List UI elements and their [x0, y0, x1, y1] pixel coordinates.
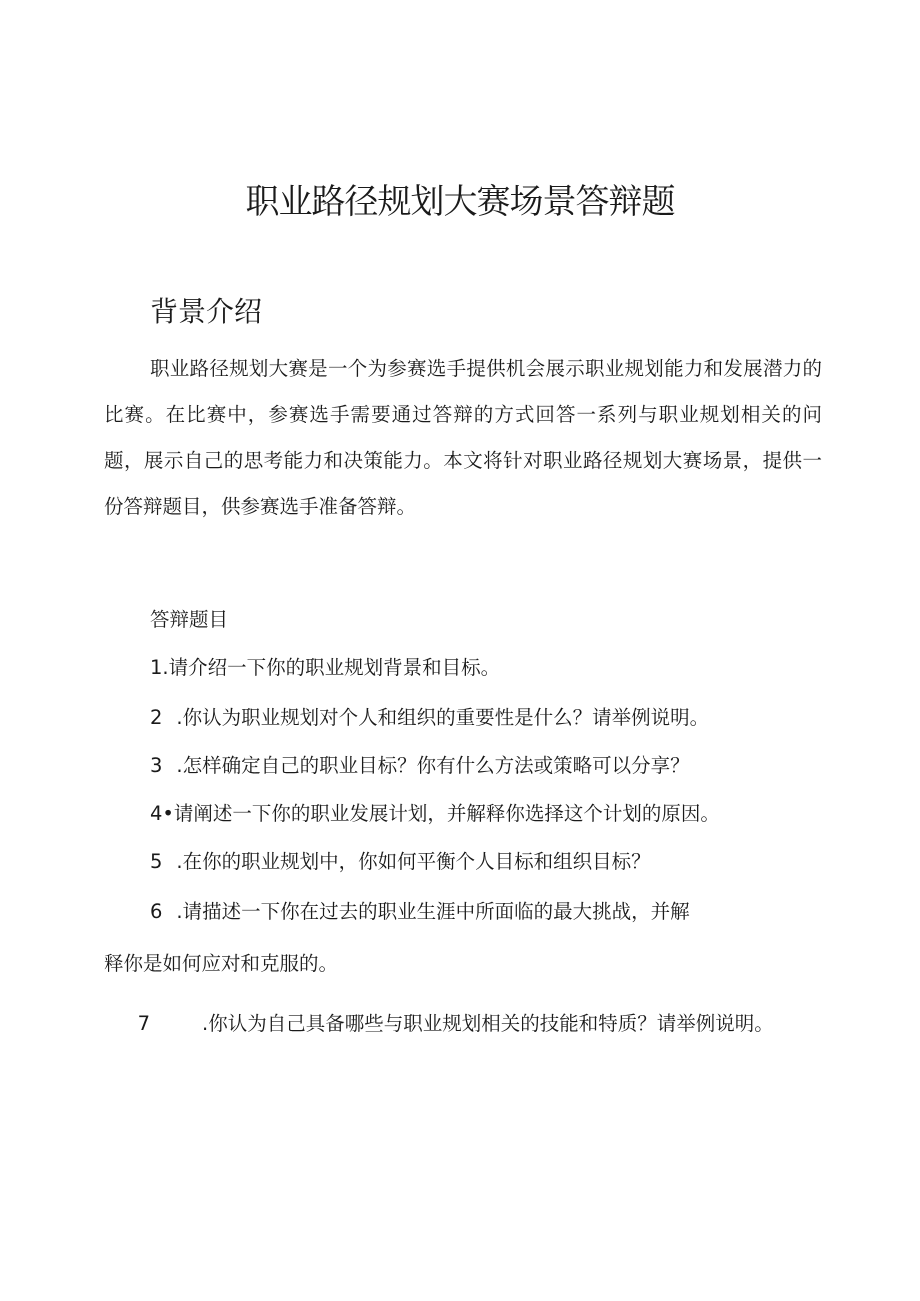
- question-number: 5: [150, 850, 163, 873]
- question-item: [150, 846, 651, 878]
- question-text: .在你的职业规划中，你如何平衡个人目标和组织目标？: [176, 850, 651, 873]
- document-title: 职业路径规划大赛场景答辩题: [245, 182, 675, 222]
- question-number: 2: [150, 706, 163, 729]
- question-number: 1.: [150, 656, 169, 679]
- question-text: 请介绍一下你的职业规划背景和目标。: [168, 656, 501, 679]
- question-number: 7: [137, 1012, 150, 1035]
- question-number: 3: [150, 754, 163, 777]
- question-number: 6: [150, 900, 163, 923]
- background-paragraph: 职业路径规划大赛是一个为参赛选手提供机会展示职业规划能力和发展潜力的比赛。在比赛中，参赛选手需要通过答辩的方式回答一系列与职业规划相关的问题，展示自己的思考能力和决策能力。本文将针对职业路径规划大赛场景，提供一份答辩题目，供参赛选手准备答辩。: [104, 357, 822, 518]
- question-text: .你认为职业规划对个人和组织的重要性是什么？请举例说明。: [176, 706, 710, 729]
- question-text: .你认为自己具备哪些与职业规划相关的技能和特质？请举例说明。: [202, 1012, 774, 1035]
- background-heading: 背景介绍: [150, 295, 263, 328]
- questions-heading: 答辩题目: [150, 608, 229, 631]
- question-text: .怎样确定自己的职业目标？你有什么方法或策略可以分享？: [176, 754, 690, 777]
- question-continuation: 释你是如何应对和克服的。: [104, 952, 339, 975]
- question-item: [150, 896, 690, 928]
- question-number: 4•: [150, 802, 174, 825]
- question-item: [150, 702, 709, 734]
- question-item: [150, 750, 690, 782]
- question-item: [104, 1010, 822, 1038]
- question-text: 请阐述一下你的职业发展计划，并解释你选择这个计划的原因。: [173, 802, 720, 825]
- question-item: [150, 798, 720, 830]
- question-text: .请描述一下你在过去的职业生涯中所面临的最大挑战，并解: [176, 900, 690, 923]
- question-item: [150, 652, 500, 684]
